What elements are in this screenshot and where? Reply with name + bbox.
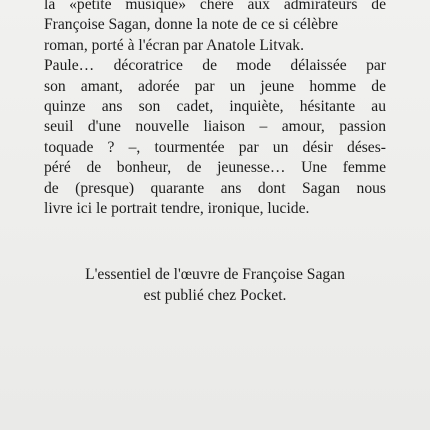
blurb-line: roman, porté à l'écran par Anatole Litvak. — [44, 36, 304, 54]
publisher-note — [40, 264, 390, 306]
blurb-line: quinze ans son cadet, inquiète, hésitante au — [44, 98, 386, 116]
blurb-line: de (presque) quarante ans dont Sagan nous — [44, 179, 386, 197]
blurb-line: toquade ? –, tourmentée par un désir déses- — [44, 138, 386, 156]
blurb-line: livre ici le portrait tendre, ironique, lucide. — [44, 200, 310, 218]
blurb-line: Paule… décoratrice de mode délaissée par — [44, 57, 386, 75]
blurb-line: Françoise Sagan, donne la note de ce si célèbre — [44, 16, 338, 34]
book-blurb — [44, 0, 386, 219]
blurb-line: son amant, adorée par un jeune homme de — [44, 77, 386, 95]
blurb-line: péré de bonheur, de jeunesse… Une femme — [44, 159, 386, 177]
publisher-note-line: est publié chez Pocket. — [143, 287, 287, 304]
blurb-line: seuil d'une nouvelle liaison – amour, passion — [44, 118, 386, 136]
publisher-note-line: L'essentiel de l'œuvre de Françoise Sagan — [85, 266, 345, 283]
blurb-line: la «petite musique» chère aux admirateurs de — [44, 0, 386, 13]
